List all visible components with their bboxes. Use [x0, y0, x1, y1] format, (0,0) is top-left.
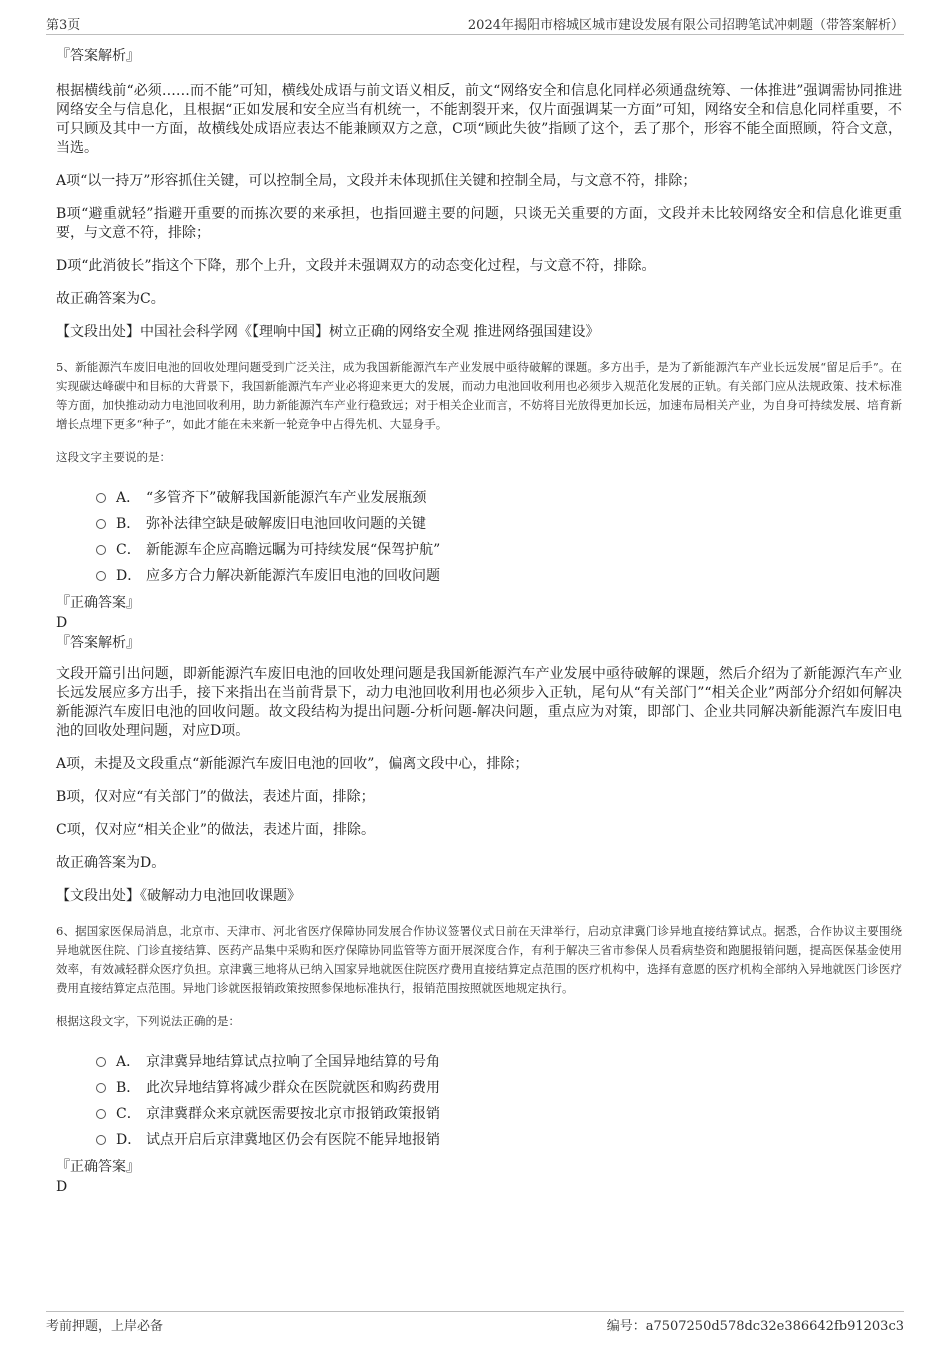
- q6-options: [96, 1049, 902, 1153]
- page-number: 第3页: [46, 18, 81, 33]
- q5-option-a[interactable]: A． “多管齐下”破解我国新能源汽车产业发展瓶颈: [96, 485, 902, 511]
- q6-option-d[interactable]: D． 试点开启后京津冀地区仍会有医院不能异地报销: [96, 1127, 902, 1153]
- q5-analysis-a: A项，未提及文段重点“新能源汽车废旧电池的回收”，偏离文段中心，排除；: [56, 756, 529, 772]
- q4-analysis-a: A项“以一持万”形容抓住关键，可以控制全局，文段并未体现抓住关键和控制全局，与文意不符，排除；: [56, 173, 697, 189]
- footer-slogan: 考前押题，上岸必备: [46, 1319, 164, 1334]
- q4-source: 【文段出处】中国社会科学网《【理响中国】树立正确的网络安全观 推进网络强国建设》: [56, 324, 600, 340]
- radio-icon[interactable]: [96, 1083, 106, 1093]
- radio-icon[interactable]: [96, 519, 106, 529]
- q5-option-d[interactable]: D． 应多方合力解决新能源汽车废旧电池的回收问题: [96, 563, 902, 589]
- q5-source: 【文段出处】《破解动力电池回收课题》: [56, 888, 301, 904]
- radio-icon[interactable]: [96, 545, 106, 555]
- q6-option-a[interactable]: A． 京津冀异地结算试点拉响了全国异地结算的号角: [96, 1049, 902, 1075]
- radio-icon[interactable]: [96, 1109, 106, 1119]
- page-header: [46, 14, 904, 35]
- q5-answer: D: [56, 615, 68, 631]
- q6-question: 根据这段文字，下列说法正确的是：: [56, 1014, 240, 1028]
- q5-correct-label: 『正确答案』: [56, 595, 140, 611]
- q5-question: 这段文字主要说的是：: [56, 450, 171, 464]
- q4-analysis-d: D项“此消彼长”指这个下降，那个上升，文段并未强调双方的动态变化过程，与文意不符，排除。: [56, 258, 656, 274]
- q6-correct-label: 『正确答案』: [56, 1159, 140, 1175]
- q5-analysis-b: B项，仅对应“有关部门”的做法，表述片面，排除；: [56, 789, 375, 805]
- q5-option-c[interactable]: C． 新能源车企应高瞻远瞩为可持续发展“保驾护航”: [96, 537, 902, 563]
- q4-analysis-b: B项“避重就轻”指避开重要的而拣次要的来承担，也指回避主要的问题，只谈无关重要的方面，文段并未比较网络安全和信息化谁更重要，与文意不符，排除；: [56, 206, 902, 241]
- q5-stem: 5、新能源汽车废旧电池的回收处理问题受到广泛关注，成为我国新能源汽车产业发展中亟待破解的课题。多方出手，是为了新能源汽车产业长远发展“留足后手”。在实现碳达峰碳中和目标的大背景下，我国新能源汽车产业必将迎来更大的发展，而动力电池回收利用也必须步入规范化发展的正轨。有关部门应从法规政策、技术标准等方面，加快推动动力电池回收利用，助力新能源汽车产业行稳致远；对于相关企业而言，不妨将目光放得更加长远，加速布局相关产业，为自身可持续发展、培育新增长点埋下更多“种子”，如此才能在未来新一轮竞争中占得先机、大显身手。: [56, 360, 902, 431]
- q5-analysis-conclusion: 故正确答案为D。: [56, 855, 166, 871]
- q6-option-b[interactable]: B． 此次异地结算将减少群众在医院就医和购药费用: [96, 1075, 902, 1101]
- footer-serial: 编号：a7507250d578dc32e386642fb91203c3: [606, 1319, 904, 1334]
- q6-stem: 6、据国家医保局消息，北京市、天津市、河北省医疗保障协同发展合作协议签署仪式日前在天津举行，启动京津冀门诊异地直接结算试点。据悉，合作协议主要围绕异地就医住院、门诊直接结算、医药产品集中采购和医疗保障协同监管等方面开展深度合作，有利于解决三省市参保人员看病垫资和跑腿报销问题，提高医保基金使用效率，有效减轻群众医疗负担。京津冀三地将从已纳入国家异地就医住院医疗费用直接结算定点范围的医疗机构中，选择有意愿的医疗机构全部纳入异地就医门诊医疗费用直接结算定点范围。异地门诊就医报销政策按照参保地标准执行，报销范围按照就医地规定执行。: [56, 924, 902, 995]
- q5-analysis-c: C项，仅对应“相关企业”的做法，表述片面，排除。: [56, 822, 376, 838]
- q4-analysis-main: 根据横线前“必须……而不能”可知，横线处成语与前文语义相反，前文“网络安全和信息化同样必须通盘统筹、一体推进”强调需协同推进网络安全与信息化，且根据“正如发展和安全应当有机统一，不能割裂开来，仅片面强调某一方面”可知，网络安全和信息化同样重要，不可只顾及其中一方面，故横线处成语应表达不能兼顾双方之意，C项“顾此失彼”指顾了这个，丢了那个，形容不能全面照顾，符合文意，当选。: [56, 83, 902, 156]
- q6-option-c[interactable]: C． 京津冀群众来京就医需要按北京市报销政策报销: [96, 1101, 902, 1127]
- q5-option-b[interactable]: B． 弥补法律空缺是破解废旧电池回收问题的关键: [96, 511, 902, 537]
- radio-icon[interactable]: [96, 1057, 106, 1067]
- radio-icon[interactable]: [96, 571, 106, 581]
- document-title: 2024年揭阳市榕城区城市建设发展有限公司招聘笔试冲刺题（带答案解析）: [467, 18, 904, 33]
- q5-analysis-label: 『答案解析』: [56, 635, 140, 651]
- radio-icon[interactable]: [96, 1135, 106, 1145]
- q5-options: [96, 485, 902, 589]
- page-content: [56, 46, 902, 1197]
- page-footer: [46, 1311, 904, 1335]
- q4-analysis-label: 『答案解析』: [56, 48, 140, 64]
- radio-icon[interactable]: [96, 493, 106, 503]
- q5-analysis-main: 文段开篇引出问题，即新能源汽车废旧电池的回收处理问题是我国新能源汽车产业发展中亟待破解的课题，然后介绍为了新能源汽车产业长远发展应多方出手，接下来指出在当前背景下，动力电池回收利用也必须步入正轨，尾句从“有关部门”“相关企业”两部分介绍如何解决新能源汽车废旧电池的回收问题。故文段结构为提出问题-分析问题-解决问题，重点应为对策，即部门、企业共同解决新能源汽车废旧电池的回收处理问题，对应D项。: [56, 666, 902, 739]
- q6-answer: D: [56, 1179, 68, 1195]
- q4-analysis-conclusion: 故正确答案为C。: [56, 291, 165, 307]
